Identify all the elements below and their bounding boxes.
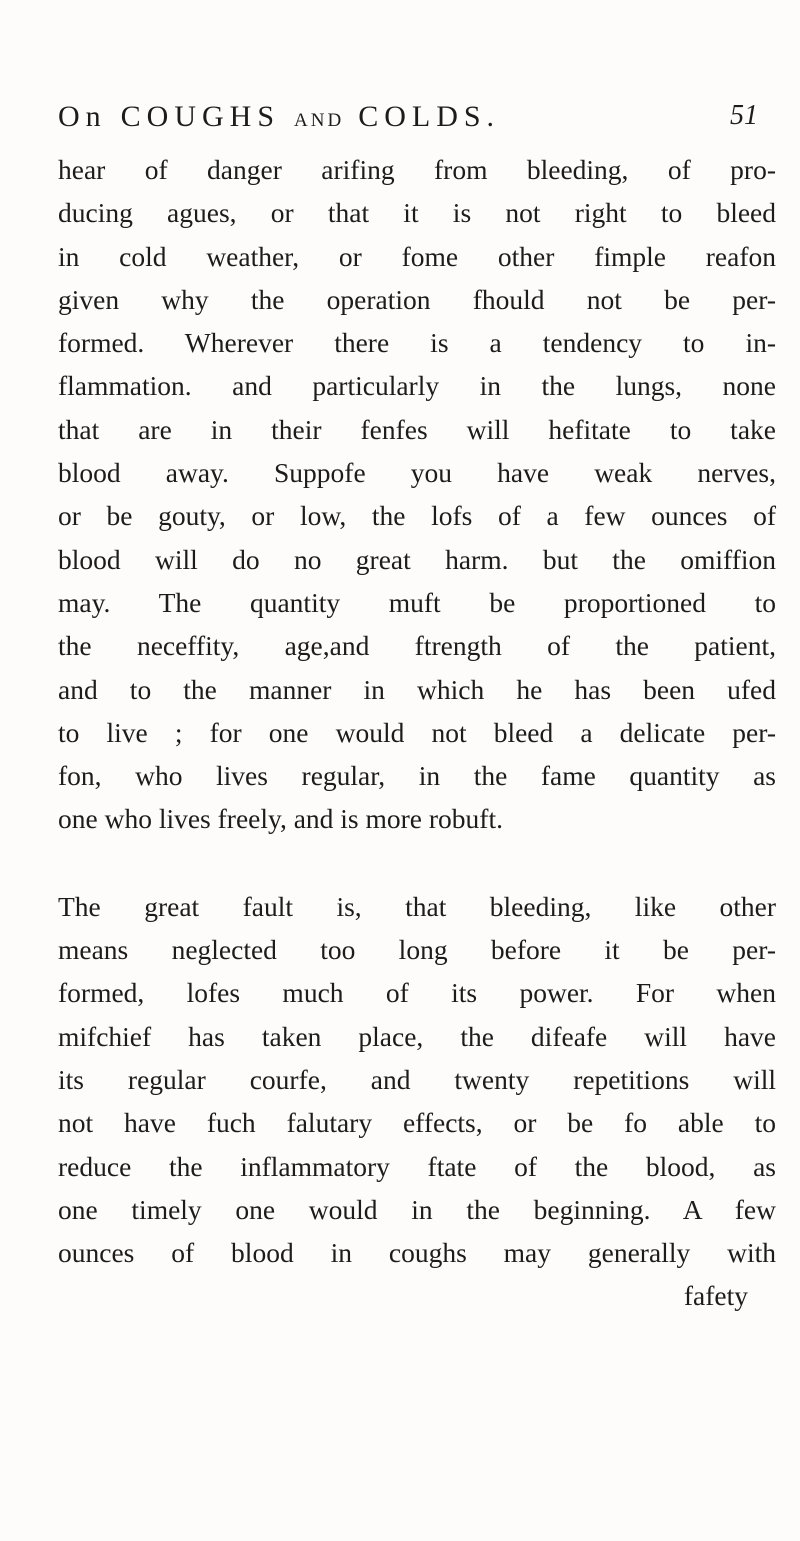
text-line: or be gouty, or low, the lofs of a few ounces of xyxy=(58,500,776,532)
text-line: blood will do no great harm. but the omiffion xyxy=(58,543,776,575)
text-line: may. The quantity muft be proportioned to xyxy=(58,586,776,618)
text-line: hear of danger arifing from bleeding, of pro- xyxy=(58,154,776,185)
text-line: ducing agues, or that it is not right to bleed xyxy=(58,197,776,229)
body-text xyxy=(58,148,776,1318)
text-line: mifchief has taken place, the difeafe will have xyxy=(58,1020,776,1052)
text-line: one who lives freely, and is more robuft. xyxy=(58,803,503,835)
text-line: flammation. and particularly in the lungs, none xyxy=(58,370,776,402)
running-head-colds: COLDS. xyxy=(358,100,501,133)
text-line: to live ; for one would not bleed a delicate per- xyxy=(58,716,776,748)
text-line: reduce the inflammatory ftate of the blood, as xyxy=(58,1150,776,1182)
paragraph-gap xyxy=(58,841,776,885)
catchword: fafety xyxy=(683,1280,748,1312)
text-line: fon, who lives regular, in the fame quantity as xyxy=(58,760,776,792)
text-line: means neglected too long before it be per- xyxy=(58,934,776,966)
running-head-title xyxy=(58,100,500,134)
text-line: blood away. Suppofe you have weak nerves, xyxy=(58,457,776,489)
text-line: and to the manner in which he has been ufed xyxy=(58,673,776,705)
text-line: the neceffity, age,and ftrength of the patient, xyxy=(58,630,776,662)
page-number: 51 xyxy=(730,100,758,131)
running-head xyxy=(58,100,758,140)
text-line: that are in their fenfes will hefitate to take xyxy=(58,413,776,445)
running-head-on: On xyxy=(58,100,107,133)
text-line: The great fault is, that bleeding, like other xyxy=(58,890,776,922)
paragraph-1 xyxy=(58,148,776,841)
running-head-coughs: COUGHS xyxy=(120,100,281,133)
text-line: ounces of blood in coughs may generally with xyxy=(58,1237,776,1269)
text-line: its regular courfe, and twenty repetitions will xyxy=(58,1063,776,1095)
running-head-and: AND xyxy=(294,110,345,131)
text-line: given why the operation fhould not be per- xyxy=(58,283,776,315)
paragraph-2 xyxy=(58,885,776,1275)
text-line: formed. Wherever there is a tendency to in- xyxy=(58,327,776,359)
text-line: in cold weather, or fome other fimple reafon xyxy=(58,240,776,272)
text-line: formed, lofes much of its power. For when xyxy=(58,977,776,1009)
text-line: not have fuch falutary effects, or be fo able to xyxy=(58,1107,776,1139)
text-line: one timely one would in the beginning. A few xyxy=(58,1193,776,1225)
